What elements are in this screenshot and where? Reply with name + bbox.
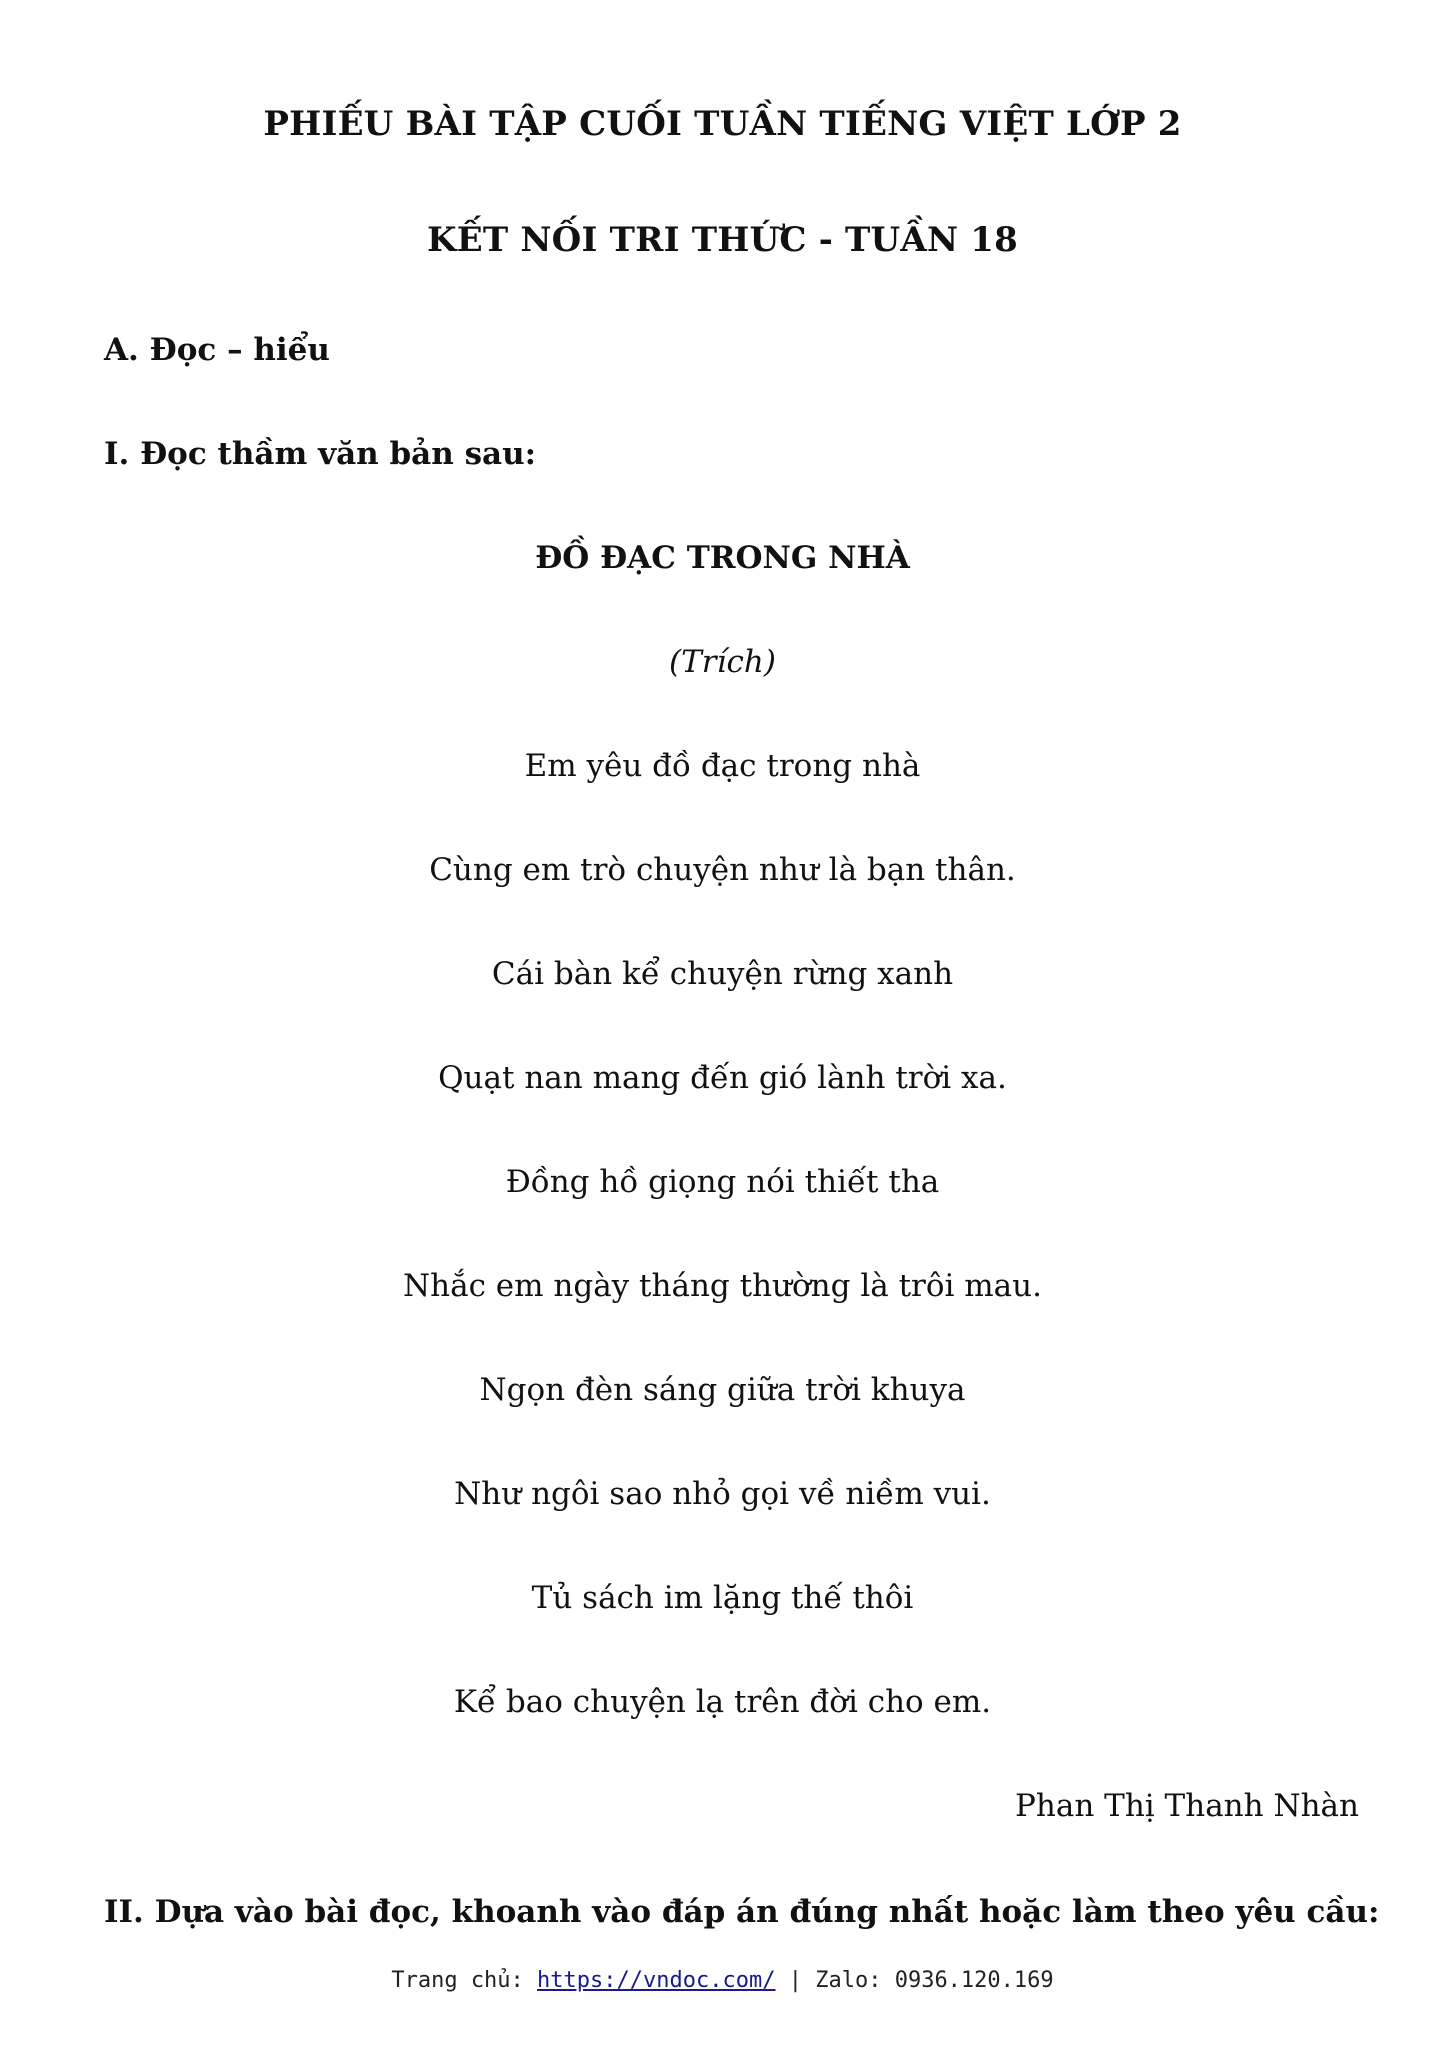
footer-home-label: Trang chủ: xyxy=(391,1968,524,1993)
worksheet-title: PHIẾU BÀI TẬP CUỐI TUẦN TIẾNG VIỆT LỚP 2 xyxy=(263,104,1182,144)
poem-line: Nhắc em ngày tháng thường là trôi mau. xyxy=(403,1268,1042,1304)
poem-line: Đồng hồ giọng nói thiết tha xyxy=(505,1164,940,1200)
poem-line: Như ngôi sao nhỏ gọi về niềm vui. xyxy=(454,1476,991,1512)
poem-line: Kể bao chuyện lạ trên đời cho em. xyxy=(453,1684,992,1720)
worksheet-subtitle: KẾT NỐI TRI THỨC - TUẦN 18 xyxy=(426,220,1019,260)
footer-home-link[interactable]: https://vndoc.com/ xyxy=(537,1968,776,1993)
footer-separator: | xyxy=(788,1968,802,1993)
footer-zalo-number: 0936.120.169 xyxy=(894,1968,1054,1993)
poem-line: Em yêu đồ đạc trong nhà xyxy=(524,748,921,784)
part-1-heading: I. Đọc thầm văn bản sau: xyxy=(104,436,537,472)
poem-title: ĐỒ ĐẠC TRONG NHÀ xyxy=(535,540,910,576)
page-footer xyxy=(0,1968,1445,1993)
section-a-heading: A. Đọc – hiểu xyxy=(104,332,330,368)
poem-author: Phan Thị Thanh Nhàn xyxy=(1015,1788,1359,1824)
poem-line: Cái bàn kể chuyện rừng xanh xyxy=(491,956,954,992)
poem-line: Quạt nan mang đến gió lành trời xa. xyxy=(438,1060,1007,1096)
poem-line: Tủ sách im lặng thế thôi xyxy=(531,1580,914,1616)
excerpt-note: (Trích) xyxy=(669,644,776,680)
footer-zalo-label: Zalo: xyxy=(815,1968,882,1993)
poem-line: Cùng em trò chuyện như là bạn thân. xyxy=(429,852,1016,888)
poem-line: Ngọn đèn sáng giữa trời khuya xyxy=(479,1372,966,1408)
part-2-heading: II. Dựa vào bài đọc, khoanh vào đáp án đúng nhất hoặc làm theo yêu cầu: xyxy=(104,1894,1380,1930)
